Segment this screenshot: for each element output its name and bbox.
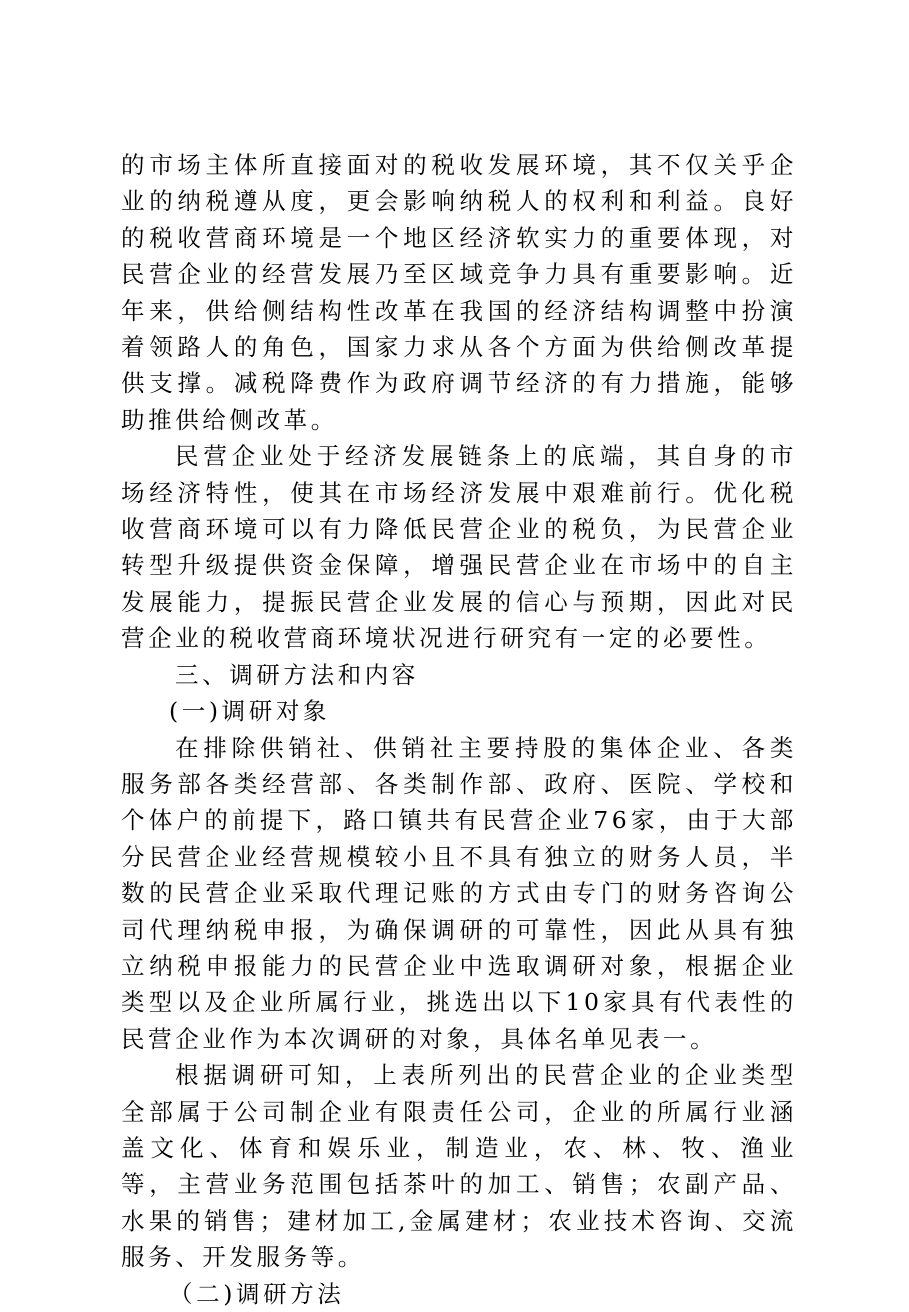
- paragraph-private-enterprise-position: 民营企业处于经济发展链条上的底端，其自身的市场经济特性，使其在市场经济发展中艰难前行。优化税收营商环境可以有力降低民营企业的税负，为民营企业转型升级提供资金保障，增强民营企业在市场中的自主发展能力，提振民营企业发展的信心与预期，因此对民营企业的税收营商环境状况进行研究有一定的必要性。: [121, 442, 797, 653]
- section-heading-methods-content: 三、调研方法和内容: [175, 660, 419, 689]
- paragraph-continued-intro: 的市场主体所直接面对的税收发展环境，其不仅关乎企业的纳税遵从度，更会影响纳税人的权利和利益。良好的税收营商环境是一个地区经济软实力的重要体现，对民营企业的经营发展乃至区域竞争力具有重要影响。近年来，供给侧结构性改革在我国的经济结构调整中扮演着领路人的角色，国家力求从各个方面为供给侧改革提供支撑。减税降费作为政府调节经济的有力措施，能够助推供给侧改革。: [121, 151, 797, 434]
- subsection-heading-research-methods: （二)调研方法: [169, 1279, 345, 1308]
- paragraph-research-findings: 根据调研可知，上表所列出的民营企业的企业类型全部属于公司制企业有限责任公司，企业的所属行业涵盖文化、体育和娱乐业，制造业，农、林、牧、渔业等，主营业务范围包括茶叶的加工、销售；农副产品、水果的销售；建材加工,金属建材；农业技术咨询、交流服务、开发服务等。: [121, 1061, 797, 1272]
- subsection-heading-research-subjects: (一)调研对象: [169, 697, 331, 726]
- document-body: [121, 147, 797, 1312]
- paragraph-research-subjects: 在排除供销社、供销社主要持股的集体企业、各类服务部各类经营部、各类制作部、政府、医院、学校和个体户的前提下，路口镇共有民营企业76家，由于大部分民营企业经营规模较小且不具有独立的财务人员，半数的民营企业采取代理记账的方式由专门的财务咨询公司代理纳税申报，为确保调研的可靠性，因此从具有独立纳税申报能力的民营企业中选取调研对象，根据企业类型以及企业所属行业，挑选出以下10家具有代表性的民营企业作为本次调研的对象，具体名单见表一。: [121, 733, 797, 1053]
